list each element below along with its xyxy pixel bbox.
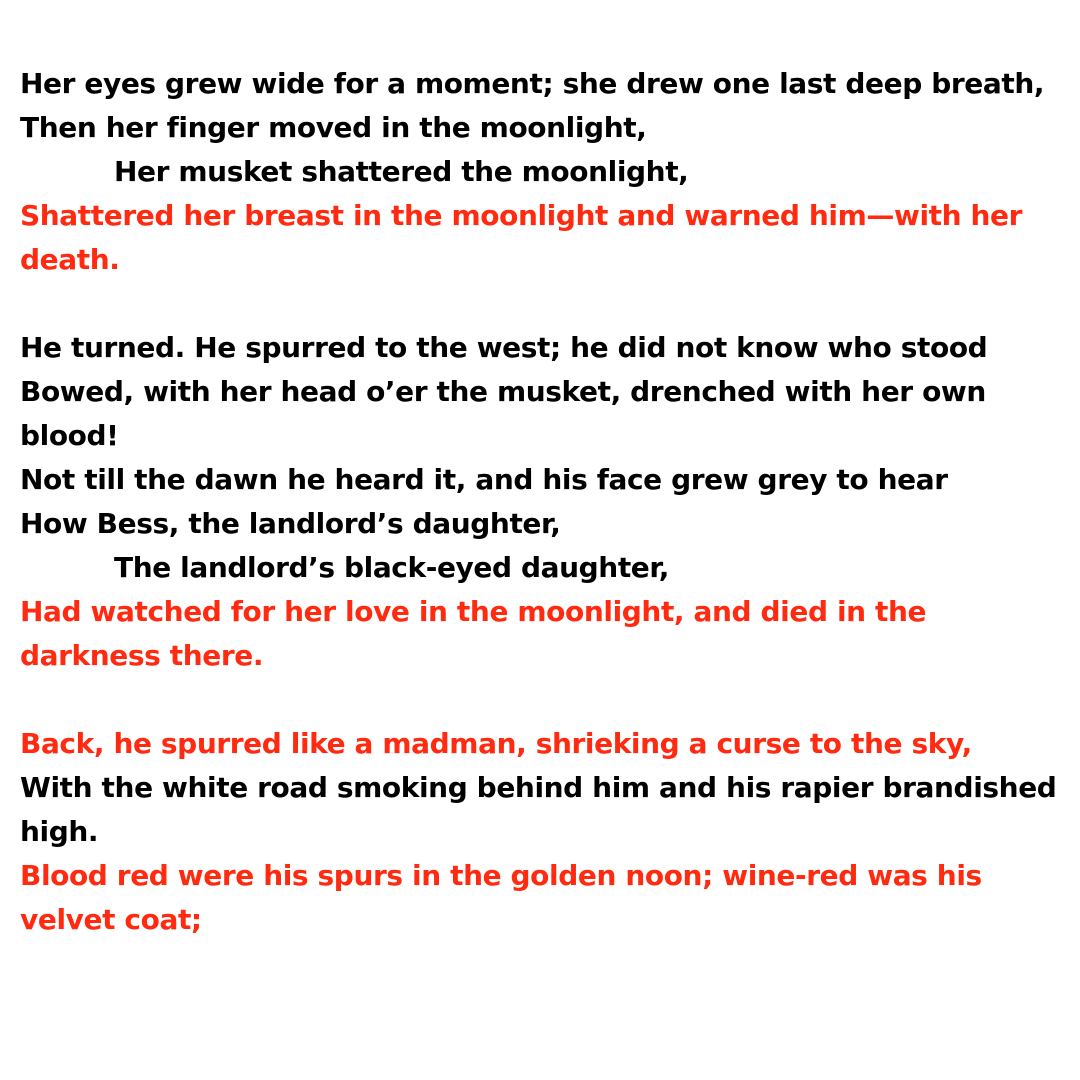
poem-line-highlighted: Blood red were his spurs in the golden noon; wine-red was his velvet coat; — [20, 859, 982, 936]
poem-line: Her eyes grew wide for a moment; she drew one last deep breath, — [20, 67, 1045, 100]
poem-line-highlighted: Back, he spurred like a madman, shrieking a curse to the sky, — [20, 727, 972, 760]
stanza-1 — [20, 62, 1060, 282]
stanza-2 — [20, 326, 1060, 678]
poem-line-indented: Her musket shattered the moonlight, — [114, 155, 689, 188]
poem-line-highlighted: Had watched for her love in the moonlight, and died in the darkness there. — [20, 595, 927, 672]
poem-line: He turned. He spurred to the west; he did not know who stood — [20, 331, 988, 364]
poem-line: Bowed, with her head o’er the musket, drenched with her own blood! — [20, 375, 986, 452]
stanza-break — [20, 282, 1060, 326]
poem-line-highlighted: Shattered her breast in the moonlight and warned him—with her death. — [20, 199, 1023, 276]
poem-text — [20, 62, 1060, 942]
poem-line-indented: The landlord’s black-eyed daughter, — [114, 551, 669, 584]
stanza-3 — [20, 722, 1060, 942]
stanza-break — [20, 678, 1060, 722]
poem-line: Then her finger moved in the moonlight, — [20, 111, 647, 144]
poem-line: Not till the dawn he heard it, and his face grew grey to hear — [20, 463, 948, 496]
poem-line: With the white road smoking behind him and his rapier brandished high. — [20, 771, 1057, 848]
poem-line: How Bess, the landlord’s daughter, — [20, 507, 561, 540]
